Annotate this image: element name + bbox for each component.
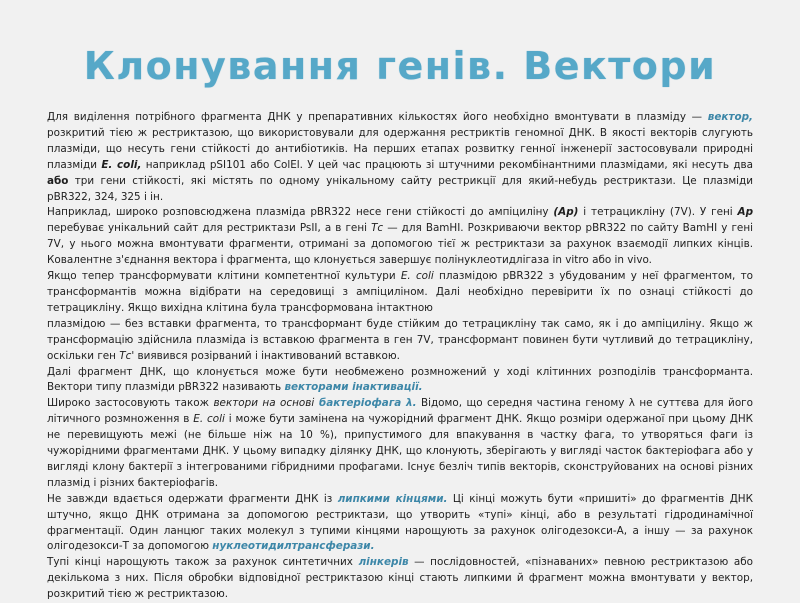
paragraph-7: [47, 492, 753, 556]
text: Широко застосовують також: [47, 397, 214, 410]
term-abo: або: [47, 174, 69, 187]
text: Якщо тепер трансформувати клітини компетентної культури: [47, 270, 401, 283]
term-linkers: лінкерів: [358, 556, 409, 569]
term-inactivation-vectors: векторами інактивації.: [284, 381, 423, 394]
paragraph-4: [47, 317, 753, 365]
text: і може бути замінена на чужорідний фрагмент ДНК. Якщо розміри одержаної при цьому ДНК не перевищують межі (не більше ніж на 10 %), припустимого для впакування в частку фага, то утворяться фаги із чужорідними фрагментами ДНК. У цьому випадку ділянку ДНК, що клонують, зберігають у вигляді часток бактеріофага або у вигляді клону бактерії з інтегрованими гібридними профагами. Існує безліч типів векторів, сконструйованих на основі різних плазмід і різних бактеріофагів.: [47, 413, 754, 489]
term-phage-lambda: бактеріофага λ.: [314, 397, 417, 410]
term-ecoli: E. coli: [400, 270, 434, 283]
text: наприклад pSI101 або ColEl. У цей час працюють зі штучними рекомбінантними плазмідами, які несуть два: [141, 158, 753, 171]
paragraph-2: [47, 205, 753, 269]
paragraph-5: [47, 365, 753, 397]
term-ap: (Ар): [553, 206, 579, 219]
text: — послідовностей, «пізнаваних» певною рестриктазою або декількома з них. Після обробки відповідної рестриктазою кінці стають липкими й фрагмент можна вмонтувати у вектор, розкритий тією ж рестриктазою.: [47, 556, 753, 601]
term-vectors-based: вектори на основі: [213, 397, 315, 410]
paragraph-8: [47, 555, 753, 603]
text: Наприклад, широко розповсюджена плазміда pBR322 несе гени стійкості до ампіциліну: [47, 206, 554, 219]
text: і тетрацикліну (7V). У гені: [578, 206, 738, 219]
paragraph-6: [47, 396, 753, 491]
text: Не завжди вдається одержати фрагменти ДНК із: [47, 492, 338, 505]
term-ecoli: E. coli,: [101, 158, 142, 171]
text: Ці кінці можуть бути «пришиті» до фрагментів ДНК штучно, якщо ДНК отримана за допомогою рестриктази, що утворить «тупі» кінці, або в результаті гідродинамічної фрагментації. Один ланцюг таких молекул з тупими кінцями нарощують за рахунок олігодезокси-А, а іншу — за рахунок олігодезокси-Т за допомогою: [47, 492, 754, 553]
term-tc: Тс: [371, 222, 384, 235]
text: Відомо, що середня частина геному λ не суттєва для його літичного розмноження в: [47, 397, 753, 426]
text: перебуває унікальний сайт для рестриктази PsII, а в гені: [47, 222, 372, 235]
text: Далі фрагмент ДНК, що клонується може бути необмежено розмножений у ході клітинних розподілів трансформанта. Вектори типу плазміди pBR322 називають: [47, 365, 753, 394]
term-vector: вектор,: [707, 111, 753, 123]
text: ' виявився розірваний і інактивований вставкою.: [131, 349, 400, 362]
slide-title: Клонування генів. Вектори: [83, 44, 717, 88]
paragraph-1: [47, 110, 753, 205]
term-ap: Ар: [737, 206, 754, 219]
term-ecoli: E. coli: [193, 413, 225, 426]
text: Для виділення потрібного фрагмента ДНК у препаративних кількостях його необхідно вмонтувати в плазміду —: [47, 111, 708, 123]
text: плазмідою — без вставки фрагмента, то трансформант буде стійким до тетрацикліну так само, як і до ампіциліну. Якщо ж трансформацію здійснила плазміда із вставкою фрагмента в ген 7V, трансформант повинен бути чутливий до тетрацикліну, оскільки ген: [47, 317, 753, 362]
text: — для BamHI. Розкриваючи вектор pBR322 по сайту BamHI у гені 7V, у нього можна вмонтувати фрагменти, отримані за допомогою тієї ж рестриктази за рахунок взаємодії липких кінців. Ковалентне з'єднання вектора і фрагмента, що клонується завершує полінуклеотидлігаза in vitro або in vivo.: [47, 222, 753, 267]
text: розкритий тією ж рестриктазою, що використовували для одержання рестриктів геномної ДНК. В якості векторів слугують плазміди, що несуть гени стійкості до антибіотиків. На перших етапах розвитку генної інженерії застосовували природні плазміди: [47, 126, 753, 171]
text: плазмідою pBR322 з убудованим у неї фрагментом, то трансформантів можна відібрати на середовищі з ампіциліном. Далі необхідно перевірити їх по ознаці стійкості до тетрацикліну. Якщо вихідна клітина була трансформована інтактною: [47, 270, 753, 314]
term-tc: Тс: [119, 349, 132, 362]
text: три гени стійкості, які містять по одному унікальному сайту рестрикції для який-небудь рестриктази. Це плазміди pBR322, 324, 325 і ін.: [47, 174, 753, 203]
text: Тупі кінці нарощують також за рахунок синтетичних: [47, 556, 359, 569]
term-sticky-ends: липкими кінцями.: [337, 492, 448, 505]
slide-body: [47, 110, 753, 603]
paragraph-3: [47, 269, 753, 317]
term-nucleotidyltransferase: нуклеотидилтрансферази.: [212, 540, 375, 553]
